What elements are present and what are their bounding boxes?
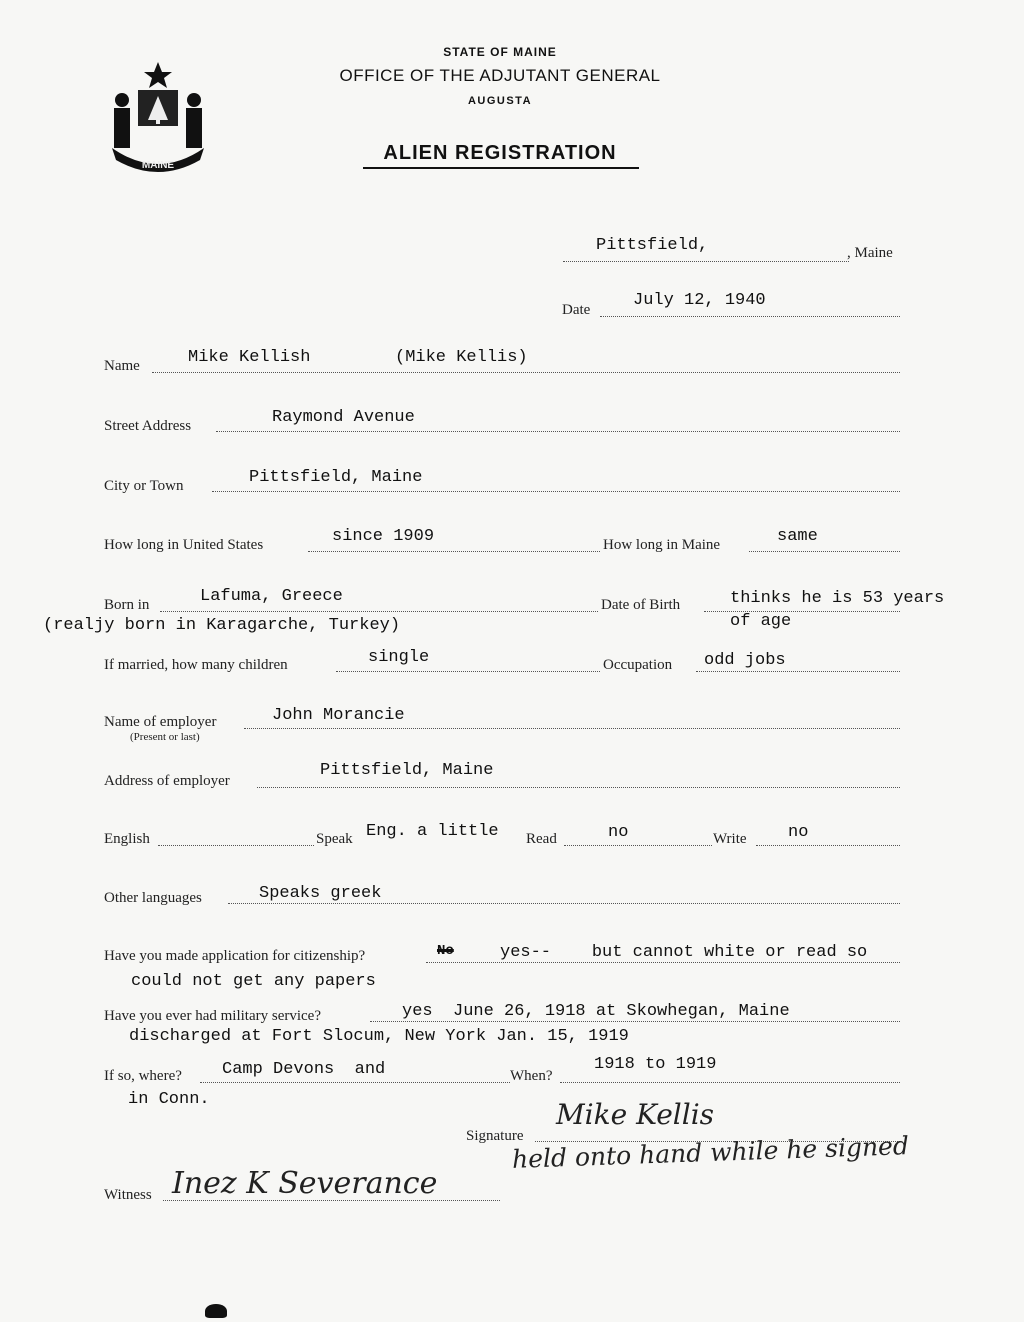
citizenship-label: Have you made application for citizenship?: [104, 948, 366, 964]
title-underline: [363, 167, 639, 169]
military-label: Have you ever had military service?: [104, 1008, 321, 1024]
dob-value-line2: of age: [730, 612, 792, 631]
us-time-label: How long in United States: [104, 537, 264, 553]
military-value-line2: discharged at Fort Slocum, New York Jan. 15, 1919: [129, 1027, 629, 1046]
speak-label: Speak: [316, 831, 353, 847]
english-label: English: [104, 831, 150, 847]
street-label: Street Address: [104, 418, 192, 434]
when-value: 1918 to 1919: [594, 1055, 717, 1074]
where-line: [200, 1082, 510, 1083]
svg-text:MAINE: MAINE: [141, 160, 175, 171]
born-value: Lafuma, Greece: [200, 587, 343, 606]
header-state: STATE OF MAINE: [443, 45, 557, 59]
employer-line: [244, 728, 900, 729]
maine-time-value: same: [777, 527, 818, 546]
us-time-line: [308, 551, 600, 552]
employer-sublabel: (Present or last): [130, 731, 200, 743]
born-note: (realjy born in Karagarche, Turkey): [43, 616, 401, 635]
city-line: [212, 491, 900, 492]
occupation-line: [696, 671, 900, 672]
location-line: [563, 261, 849, 262]
born-label: Born in: [104, 597, 150, 613]
name-line: [152, 372, 900, 373]
read-value: no: [608, 823, 629, 842]
location-suffix: , Maine: [847, 245, 893, 261]
signature-note: held onto hand while he signed: [511, 1131, 910, 1174]
write-value: no: [788, 823, 809, 842]
speak-value: Eng. a little: [366, 822, 499, 841]
occupation-label: Occupation: [603, 657, 673, 673]
other-languages-value: Speaks greek: [259, 884, 382, 903]
read-line: [564, 845, 712, 846]
military-line: [370, 1021, 900, 1022]
children-line: [336, 671, 600, 672]
dob-value: thinks he is 53 years: [730, 589, 945, 608]
street-value: Raymond Avenue: [272, 408, 415, 427]
name-value: Mike Kellish: [188, 348, 311, 367]
ink-blot: [205, 1304, 227, 1318]
employer-address-label: Address of employer: [104, 773, 230, 789]
date-line: [600, 316, 900, 317]
children-label: If married, how many children: [104, 657, 288, 673]
dob-label: Date of Birth: [601, 597, 681, 613]
name-alias: (Mike Kellis): [395, 348, 528, 367]
name-label: Name: [104, 358, 140, 374]
employer-value: John Morancie: [272, 706, 405, 725]
form-title: ALIEN REGISTRATION: [383, 142, 617, 164]
employer-label: Name of employer: [104, 714, 217, 730]
where-value: Camp Devons and: [222, 1060, 386, 1079]
signature-value: Mike Kellis: [556, 1098, 715, 1131]
occupation-value: odd jobs: [704, 651, 786, 670]
employer-address-line: [257, 787, 900, 788]
military-value: yes June 26, 1918 at Skowhegan, Maine: [402, 1002, 790, 1021]
citizenship-value: yes-- but cannot white or read so: [500, 943, 868, 962]
write-label: Write: [713, 831, 747, 847]
header-office: OFFICE OF THE ADJUTANT GENERAL: [339, 66, 661, 85]
witness-label: Witness: [104, 1187, 152, 1203]
city-label: City or Town: [104, 478, 184, 494]
citizenship-line: [426, 962, 900, 963]
where-label: If so, where?: [104, 1068, 182, 1084]
when-label: When?: [510, 1068, 553, 1084]
other-languages-label: Other languages: [104, 890, 202, 906]
children-value: single: [368, 648, 430, 667]
location-value: Pittsfield,: [596, 236, 709, 255]
other-languages-line: [228, 903, 900, 904]
citizenship-struck-value: No: [437, 943, 454, 959]
date-value: July 12, 1940: [633, 291, 766, 310]
us-time-value: since 1909: [332, 527, 435, 546]
witness-value: Inez K Severance: [172, 1166, 438, 1201]
born-line: [160, 611, 598, 612]
street-line: [216, 431, 900, 432]
english-line: [158, 845, 314, 846]
header-city: AUGUSTA: [467, 95, 533, 107]
maine-time-label: How long in Maine: [603, 537, 721, 553]
when-line: [560, 1082, 900, 1083]
read-label: Read: [526, 831, 557, 847]
maine-state-seal-icon: [104, 60, 212, 178]
city-value: Pittsfield, Maine: [249, 468, 423, 487]
where-value-line2: in Conn.: [128, 1090, 210, 1109]
write-line: [756, 845, 900, 846]
signature-label: Signature: [466, 1128, 524, 1144]
date-label: Date: [562, 302, 591, 318]
maine-time-line: [749, 551, 900, 552]
citizenship-value-line2: could not get any papers: [131, 972, 376, 991]
employer-address-value: Pittsfield, Maine: [320, 761, 494, 780]
